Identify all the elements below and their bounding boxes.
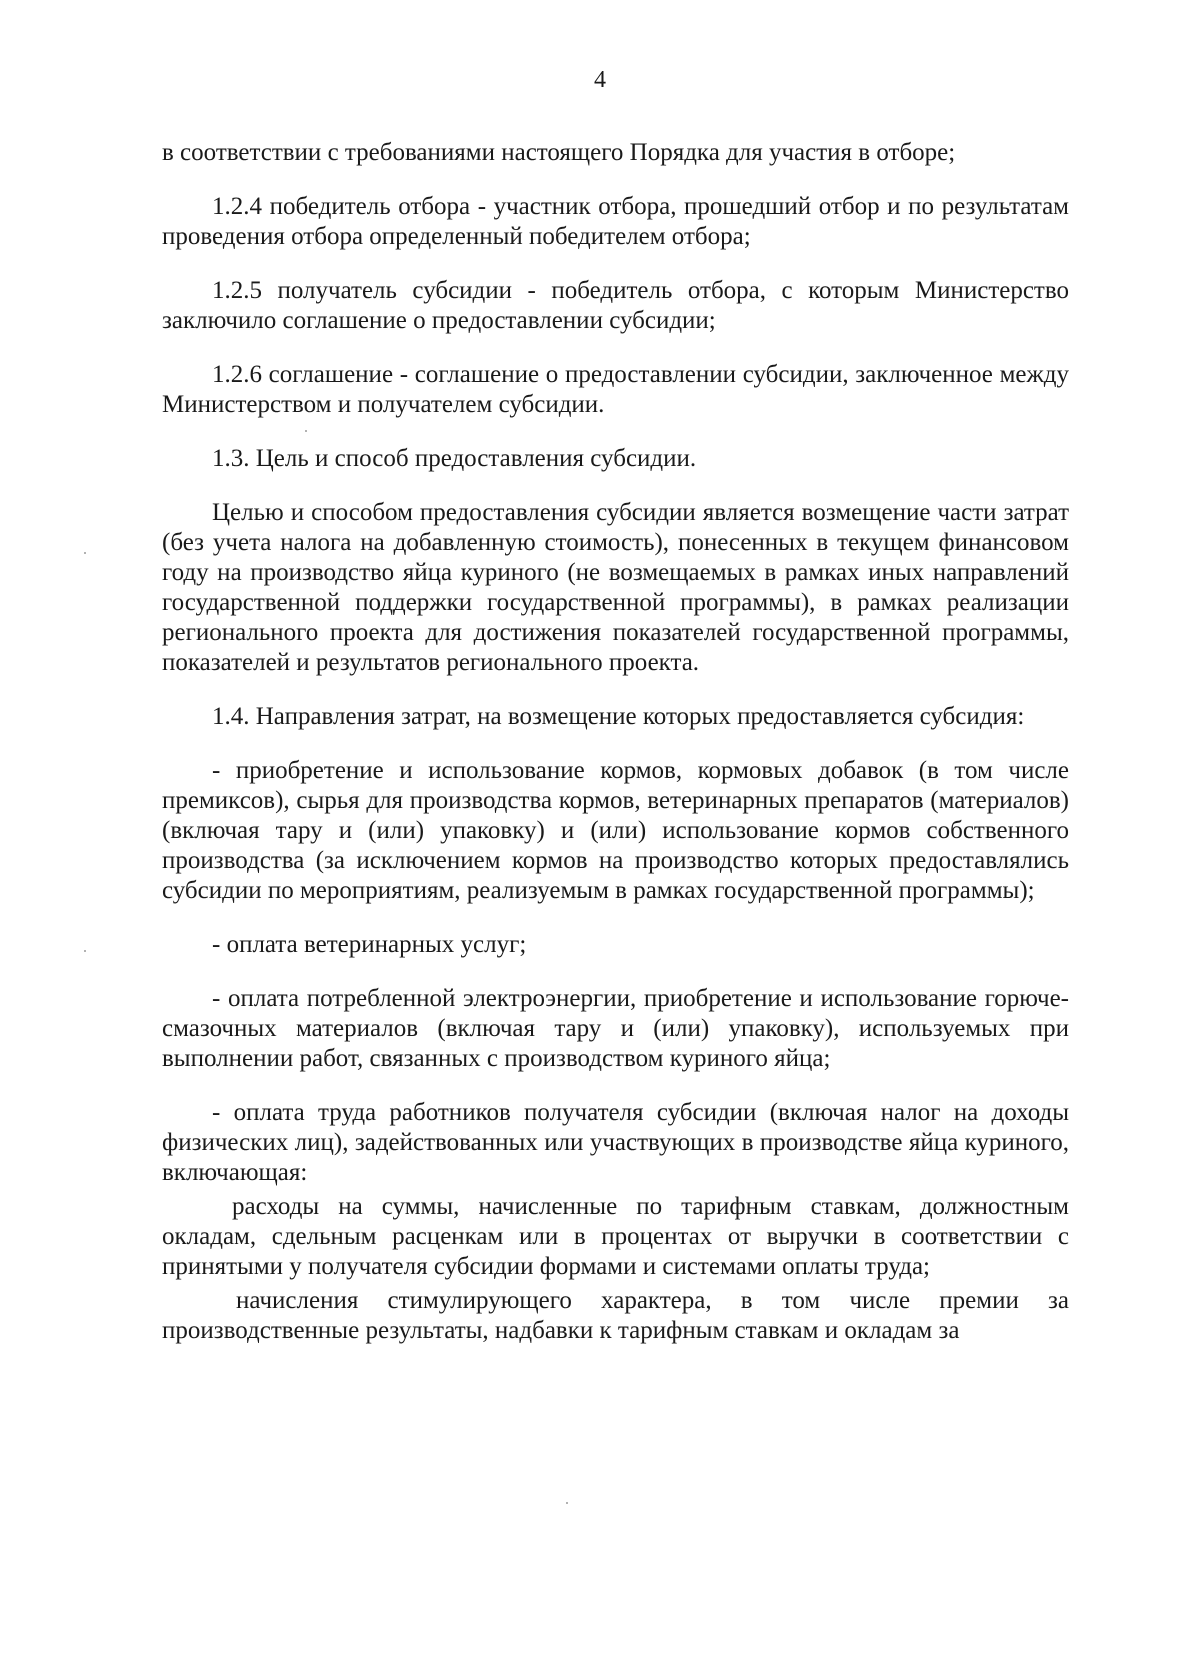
paragraph-continuation: в соответствии с требованиями настоящего Порядка для участия в отборе; [162, 139, 956, 166]
sub-item-salary: расходы на суммы, начисленные по тарифным ставкам, должностным окладам, сдельным расценкам или в процентах от выручки в соответствии с принятыми у получателя субсидии формами и системами оплаты труда; [162, 1193, 1069, 1280]
page-number: 4 [594, 67, 606, 93]
section-heading-1-3: 1.3. Цель и способ предоставления субсидии. [212, 445, 697, 472]
scan-speck [305, 430, 307, 432]
section-heading-1-4: 1.4. Направления затрат, на возмещение которых предоставляется субсидия: [212, 703, 1025, 730]
list-item-veterinary: - оплата ветеринарных услуг; [212, 931, 527, 958]
paragraph-purpose: Целью и способом предоставления субсидии является возмещение части затрат (без учета налога на добавленную стоимость), понесенных в текущем финансовом году на производство яйца куриного (не возмещаемых в рамках иных направлений государственной поддержки государственной программы), в рамках реализации регионального проекта для достижения показателей государственной программы, показателей и результатов регионального проекта. [162, 499, 1069, 676]
list-item-feed: - приобретение и использование кормов, кормовых добавок (в том числе премиксов), сырья для производства кормов, ветеринарных препаратов (материалов) (включая тару и (или) упаковку) и (или) использование кормов собственного производства (за исключением кормов на производство которых предоставлялись субсидии по мероприятиям, реализуемым в рамках государственной программы); [162, 757, 1069, 904]
paragraph-1-2-5: 1.2.5 получатель субсидии - победитель отбора, с которым Министерство заключило соглашение о предоставлении субсидии; [162, 277, 1069, 334]
scan-speck [84, 552, 86, 554]
list-item-labor: - оплата труда работников получателя субсидии (включая налог на доходы физических лиц), задействованных или участвующих в производстве яйца куриного, включающая: [162, 1099, 1069, 1186]
document-body [162, 138, 1069, 1346]
scan-speck [566, 1502, 568, 1504]
sub-item-bonuses: начисления стимулирующего характера, в том числе премии за производственные результаты, надбавки к тарифным ставкам и окладам за [162, 1287, 1069, 1344]
paragraph-1-2-4: 1.2.4 победитель отбора - участник отбора, прошедший отбор и по результатам проведения отбора определенный победителем отбора; [162, 193, 1069, 250]
scan-speck [84, 950, 86, 952]
paragraph-1-2-6: 1.2.6 соглашение - соглашение о предоставлении субсидии, заключенное между Министерством и получателем субсидии. [162, 361, 1069, 418]
list-item-electricity: - оплата потребленной электроэнергии, приобретение и использование горюче-смазочных материалов (включая тару и (или) упаковку), используемых при выполнении работ, связанных с производством куриного яйца; [162, 985, 1069, 1072]
